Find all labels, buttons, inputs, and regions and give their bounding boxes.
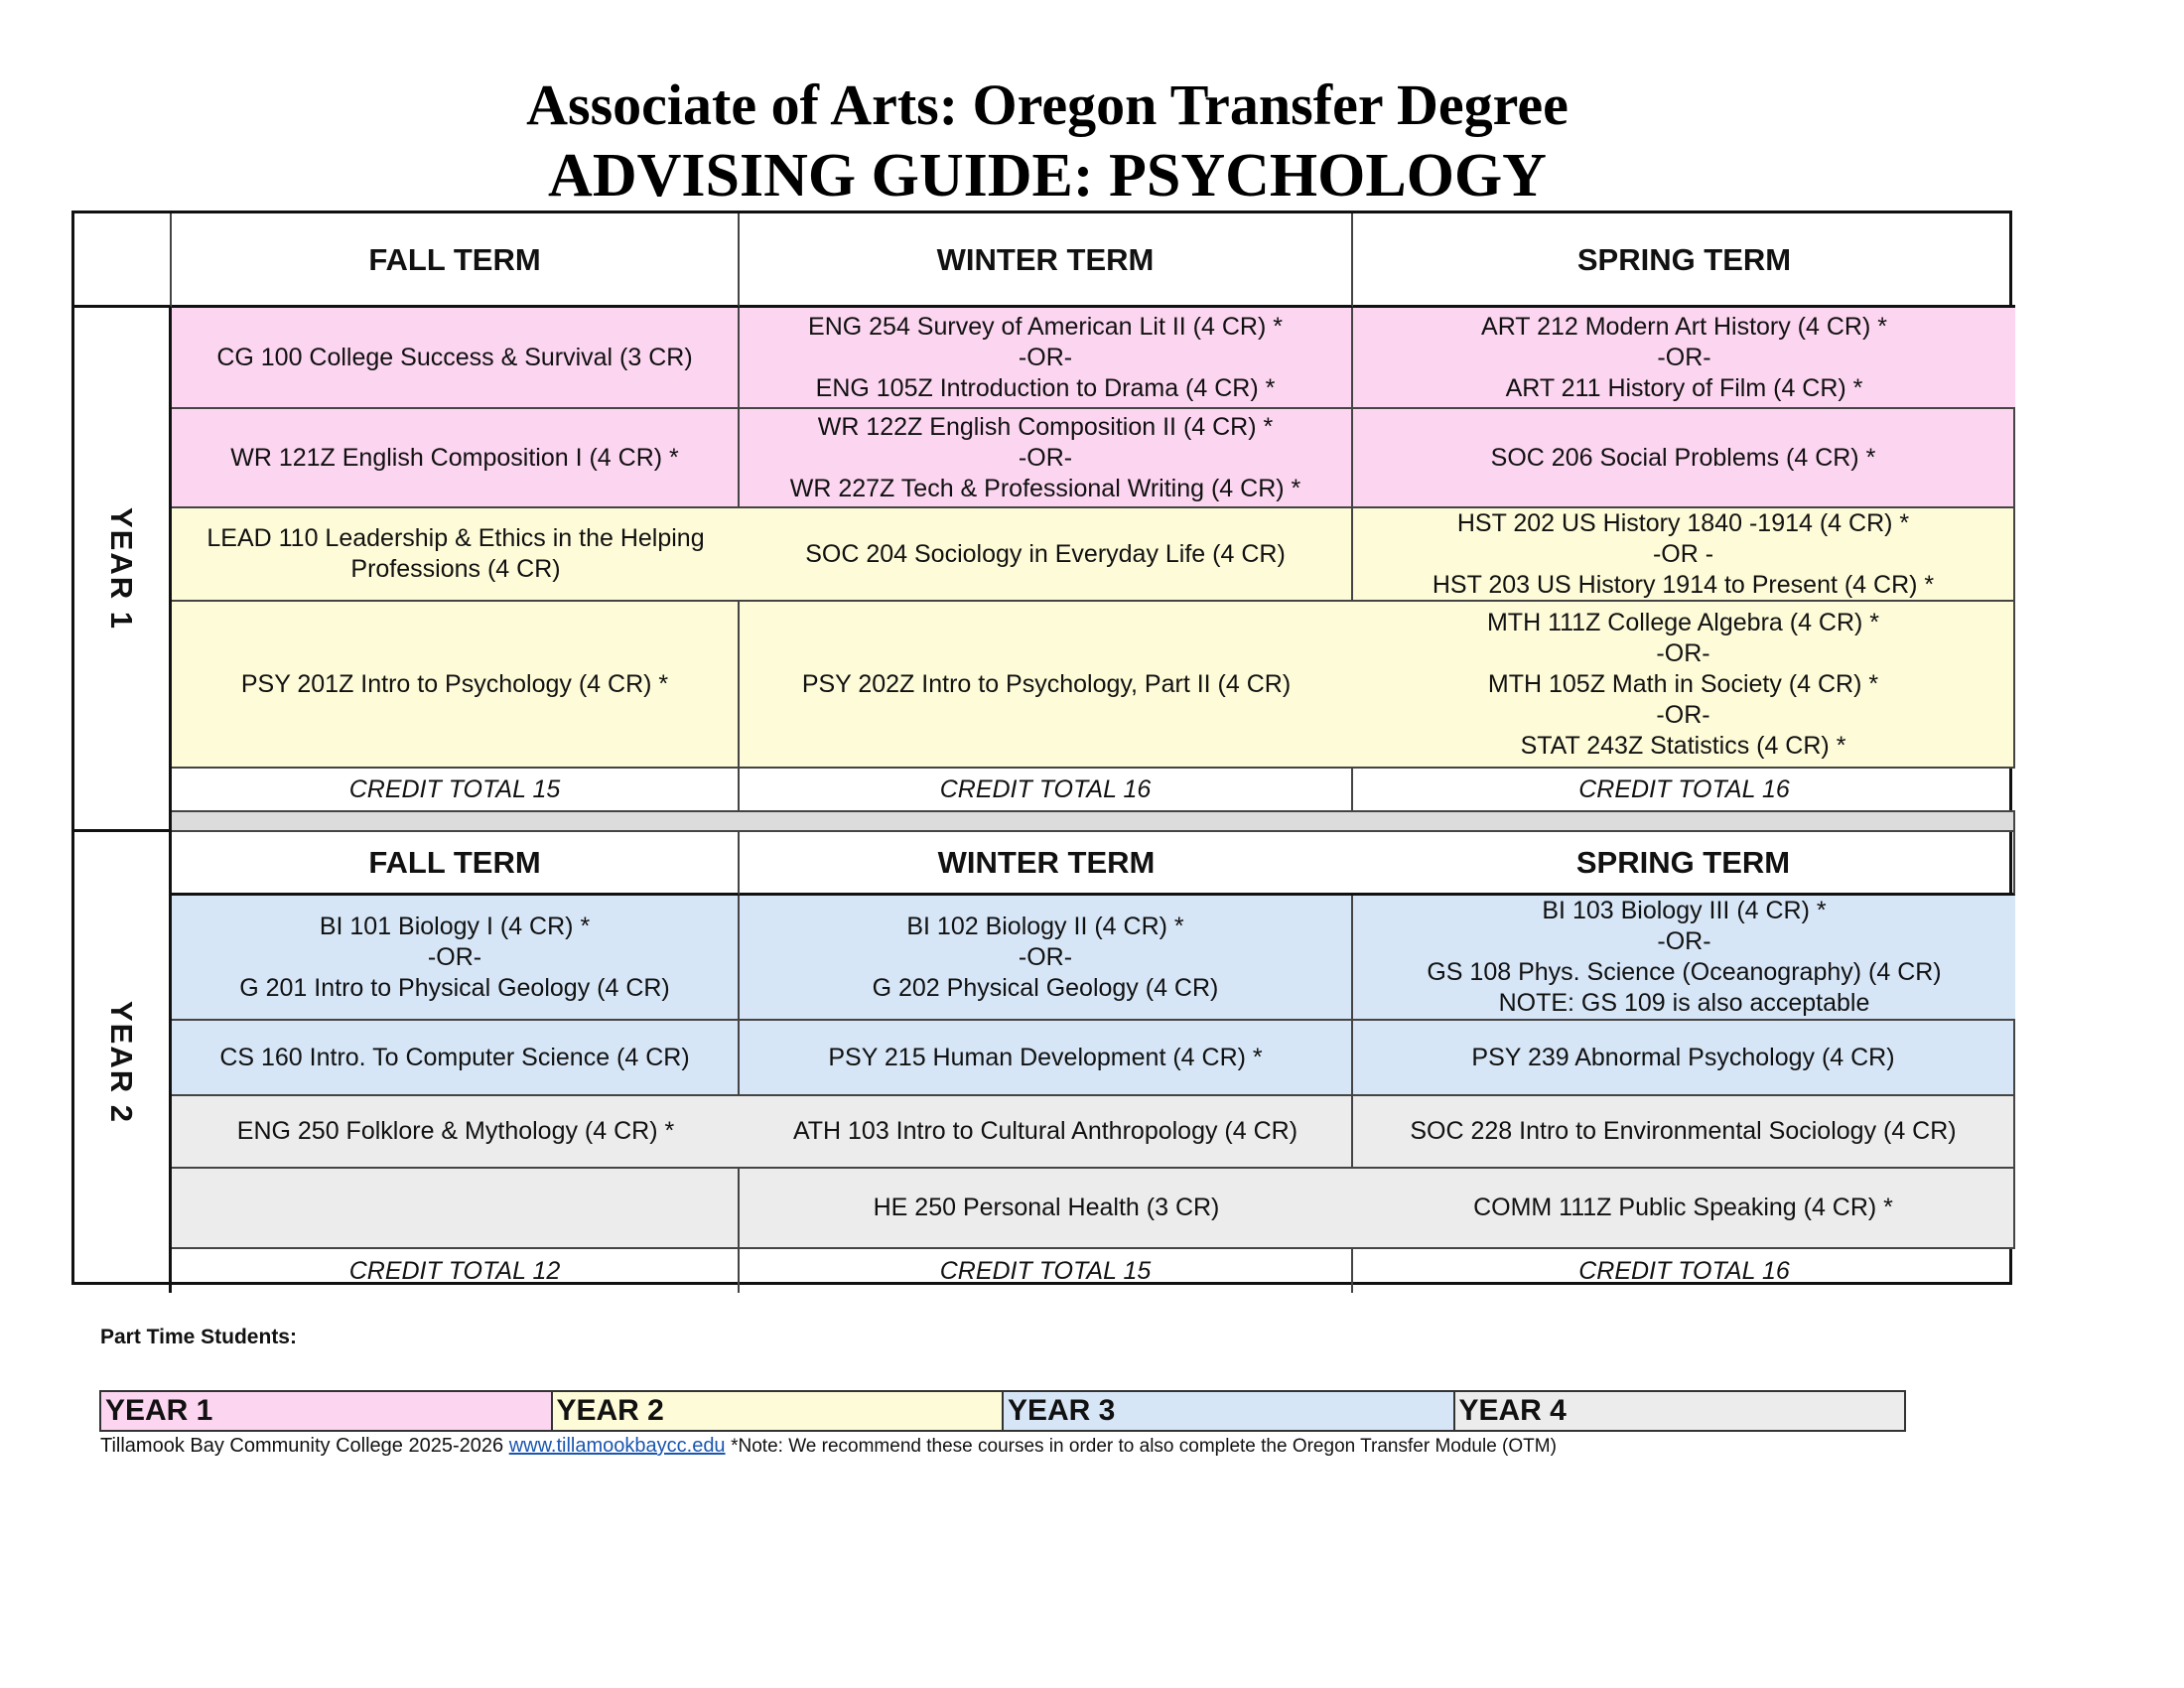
legend-year-4: YEAR 4 (1455, 1392, 1905, 1430)
credit-total-spring-y1: CREDIT TOTAL 16 (1353, 769, 2015, 812)
course-cell: SOC 206 Social Problems (4 CR) * (1353, 409, 2015, 508)
course-cell: CG 100 College Success & Survival (3 CR) (172, 308, 740, 409)
header-fall-y2: FALL TERM (172, 832, 740, 896)
course-cell: BI 103 Biology III (4 CR) * -OR- GS 108 Phys. Science (Oceanography) (4 CR) NOTE: GS 109 is also acceptable (1353, 896, 2015, 1021)
course-cell: ENG 254 Survey of American Lit II (4 CR) * -OR- ENG 105Z Introduction to Drama (4 CR) * (740, 308, 1353, 409)
year1-label: YEAR 1 (74, 308, 172, 832)
credit-total-fall-y1: CREDIT TOTAL 15 (172, 769, 740, 812)
course-cell: BI 101 Biology I (4 CR) * -OR- G 201 Intro to Physical Geology (4 CR) (172, 896, 740, 1021)
legend-year-1: YEAR 1 (101, 1392, 553, 1430)
corner-cell (74, 213, 172, 308)
credit-total-spring-y2: CREDIT TOTAL 16 (1578, 1256, 1790, 1285)
course-cell: PSY 239 Abnormal Psychology (4 CR) (1353, 1021, 2015, 1096)
course-cell: MTH 111Z College Algebra (4 CR) * -OR- MTH 105Z Math in Society (4 CR) * -OR- STAT 243Z Statistics (4 CR) * (1353, 602, 2015, 769)
course-cell-empty (172, 1169, 740, 1249)
course-cell: SOC 204 Sociology in Everyday Life (4 CR) (740, 508, 1353, 602)
course-cell: WR 121Z English Composition I (4 CR) * (172, 409, 740, 508)
page-title: Associate of Arts: Oregon Transfer Degree (526, 72, 1569, 137)
separator-row (172, 812, 2015, 832)
credit-total-winter-y1: CREDIT TOTAL 16 (740, 769, 1353, 812)
course-cell: HST 202 US History 1840 -1914 (4 CR) * -OR - HST 203 US History 1914 to Present (4 CR) * (1353, 508, 2015, 602)
course-cell: WR 122Z English Composition II (4 CR) * -OR- WR 227Z Tech & Professional Writing (4 CR) * (740, 409, 1353, 508)
course-cell: BI 102 Biology II (4 CR) * -OR- G 202 Physical Geology (4 CR) (740, 896, 1353, 1021)
course-cell: COMM 111Z Public Speaking (4 CR) * (1353, 1169, 2015, 1249)
college-website-link[interactable]: www.tillamookbaycc.edu (508, 1435, 726, 1457)
footer-college: Tillamook Bay Community College 2025-2026 (100, 1435, 504, 1457)
footer-note: *Note: We recommend these courses in order to also complete the Oregon Transfer Module (OTM) (731, 1436, 1557, 1457)
credit-total-fall-y2: CREDIT TOTAL 12 (172, 1249, 740, 1293)
header-winter-y1: WINTER TERM (740, 213, 1353, 308)
header-winter-y2: WINTER TERM (740, 832, 1353, 896)
footer (100, 1435, 1557, 1458)
year2-label: YEAR 2 (74, 832, 172, 1293)
course-cell: ART 212 Modern Art History (4 CR) * -OR- ART 211 History of Film (4 CR) * (1353, 308, 2015, 409)
course-cell: HE 250 Personal Health (3 CR) (740, 1169, 1353, 1249)
course-cell: PSY 201Z Intro to Psychology (4 CR) * (172, 602, 740, 769)
course-cell: ATH 103 Intro to Cultural Anthropology (4 CR) (740, 1096, 1353, 1169)
course-cell: PSY 215 Human Development (4 CR) * (740, 1021, 1353, 1096)
course-cell: SOC 228 Intro to Environmental Sociology (4 CR) (1353, 1096, 2015, 1169)
legend-year-2: YEAR 2 (553, 1392, 1005, 1430)
legend-year-3: YEAR 3 (1004, 1392, 1455, 1430)
header-spring-y1: SPRING TERM (1353, 213, 2015, 308)
year-color-legend (99, 1390, 1906, 1432)
course-cell: ENG 250 Folklore & Mythology (4 CR) * (172, 1096, 740, 1169)
header-fall-y1: FALL TERM (172, 213, 740, 308)
course-cell: PSY 202Z Intro to Psychology, Part II (4 CR) (740, 602, 1353, 769)
part-time-label: Part Time Students: (100, 1326, 297, 1348)
course-cell: LEAD 110 Leadership & Ethics in the Helping Professions (4 CR) (172, 508, 740, 602)
course-cell: CS 160 Intro. To Computer Science (4 CR) (172, 1021, 740, 1096)
header-spring-y2: SPRING TERM (1353, 832, 2015, 896)
advising-table (71, 211, 2012, 1285)
page-subtitle: ADVISING GUIDE: PSYCHOLOGY (548, 142, 1547, 210)
credit-total-winter-y2: CREDIT TOTAL 15 (740, 1249, 1353, 1293)
